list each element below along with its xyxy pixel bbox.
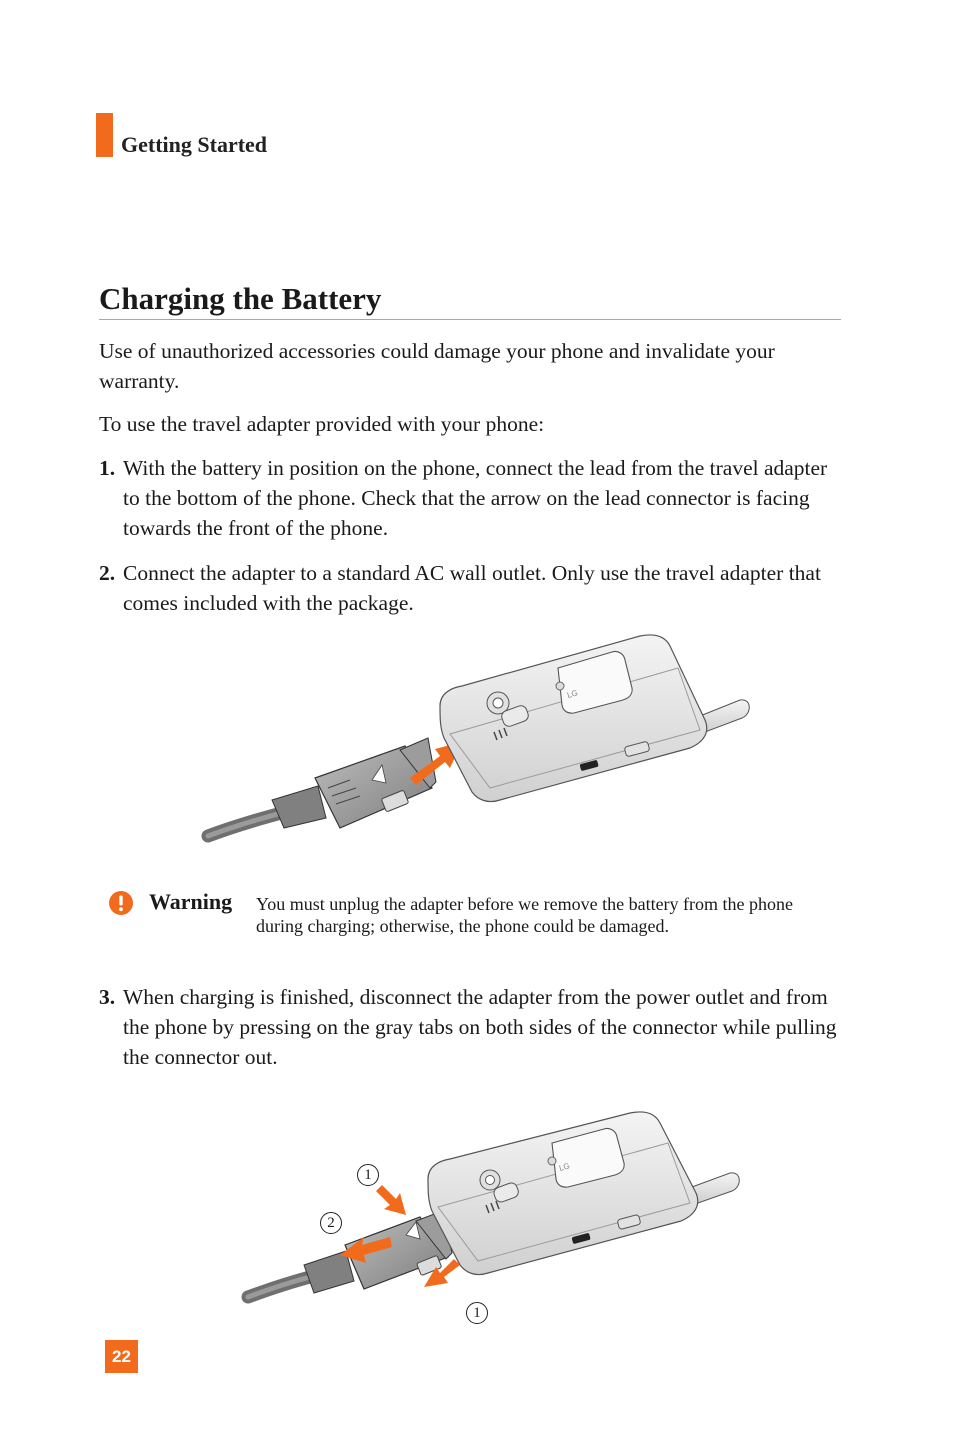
step-text: Connect the adapter to a standard AC wall outlet. Only use the travel adapter that comes included with the package. (123, 561, 821, 615)
warning-label: Warning (149, 889, 233, 914)
step-1 (99, 453, 839, 543)
warning-text: You must unplug the adapter before we remove the battery from the phone during charging; otherwise, the phone could be damaged. (256, 894, 794, 936)
page-title: Charging the Battery (99, 281, 382, 316)
title-underline (99, 319, 841, 320)
intro-paragraph: To use the travel adapter provided with your phone: (99, 412, 545, 436)
callout-press-tab: 1 (466, 1302, 488, 1324)
phone-brand-label: LG (566, 688, 579, 700)
phone-brand-label: LG (558, 1161, 571, 1173)
intro-paragraph: Use of unauthorized accessories could damage your phone and invalidate your warranty. (99, 339, 775, 393)
step-number: 2. (99, 561, 116, 585)
step-number: 3. (99, 985, 116, 1009)
callout-pull-out: 2 (320, 1212, 342, 1234)
section-accent-bar (96, 113, 113, 157)
step-3 (99, 982, 839, 1072)
callout-press-tab: 1 (357, 1164, 379, 1186)
section-label: Getting Started (121, 132, 268, 157)
exclamation-icon (108, 890, 134, 916)
page-number: 22 (105, 1340, 138, 1373)
phone-connect-illustration (200, 628, 760, 853)
step-2 (99, 558, 839, 618)
step-text: When charging is finished, disconnect the adapter from the power outlet and from the phone by pressing on the gray tabs on both sides of the connector while pulling the connector out. (123, 985, 837, 1069)
step-text: With the battery in position on the phone, connect the lead from the travel adapter to the bottom of the phone. Check that the arrow on the lead connector is facing towards the front of the phone. (123, 456, 828, 540)
step-number: 1. (99, 456, 116, 480)
phone-disconnect-illustration (240, 1105, 750, 1320)
